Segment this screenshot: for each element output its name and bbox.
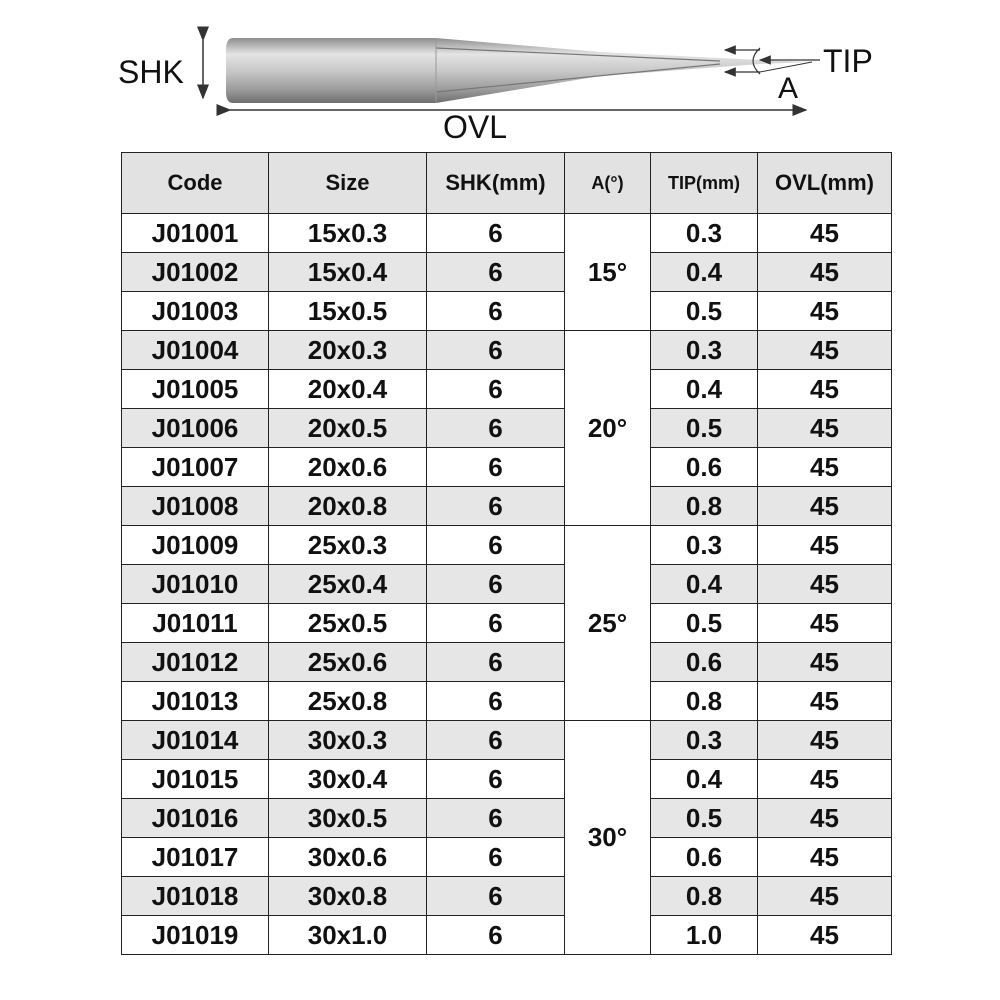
cell-code: J01005 <box>122 370 269 409</box>
cell-ovl: 45 <box>758 253 892 292</box>
cell-code: J01018 <box>122 877 269 916</box>
cell-ovl: 45 <box>758 682 892 721</box>
table-row <box>122 370 892 409</box>
ovl-label: OVL <box>443 109 508 145</box>
cell-tip: 0.6 <box>651 448 758 487</box>
cell-tip: 0.3 <box>651 526 758 565</box>
cell-shk: 6 <box>427 838 565 877</box>
cell-code: J01011 <box>122 604 269 643</box>
cell-shk: 6 <box>427 877 565 916</box>
cell-angle: 15° <box>565 214 651 331</box>
cell-angle: 25° <box>565 526 651 721</box>
cell-tip: 0.3 <box>651 214 758 253</box>
cell-ovl: 45 <box>758 916 892 955</box>
cell-code: J01009 <box>122 526 269 565</box>
tool-bit-image <box>226 38 812 103</box>
cell-code: J01010 <box>122 565 269 604</box>
cell-code: J01012 <box>122 643 269 682</box>
cell-shk: 6 <box>427 487 565 526</box>
table-row <box>122 643 892 682</box>
cell-tip: 0.5 <box>651 292 758 331</box>
cell-size: 30x0.4 <box>269 760 427 799</box>
cell-ovl: 45 <box>758 214 892 253</box>
angle-label: A <box>778 72 799 105</box>
cell-ovl: 45 <box>758 526 892 565</box>
table-row <box>122 448 892 487</box>
cell-size: 15x0.3 <box>269 214 427 253</box>
header-shk: SHK(mm) <box>427 153 565 214</box>
cell-code: J01019 <box>122 916 269 955</box>
cell-ovl: 45 <box>758 565 892 604</box>
table-row <box>122 526 892 565</box>
cell-shk: 6 <box>427 721 565 760</box>
cell-code: J01003 <box>122 292 269 331</box>
table-row <box>122 838 892 877</box>
cell-size: 30x0.5 <box>269 799 427 838</box>
cell-code: J01017 <box>122 838 269 877</box>
header-angle: A(°) <box>565 153 651 214</box>
table-row <box>122 487 892 526</box>
cell-size: 20x0.3 <box>269 331 427 370</box>
cell-size: 25x0.4 <box>269 565 427 604</box>
cell-tip: 0.8 <box>651 682 758 721</box>
cell-shk: 6 <box>427 799 565 838</box>
table-row <box>122 877 892 916</box>
cell-size: 25x0.6 <box>269 643 427 682</box>
cell-angle: 20° <box>565 331 651 526</box>
cell-ovl: 45 <box>758 877 892 916</box>
cell-tip: 0.5 <box>651 799 758 838</box>
cell-size: 20x0.5 <box>269 409 427 448</box>
cell-size: 30x0.3 <box>269 721 427 760</box>
shk-dimension <box>118 40 203 98</box>
cell-ovl: 45 <box>758 799 892 838</box>
cell-size: 20x0.6 <box>269 448 427 487</box>
cell-size: 30x0.8 <box>269 877 427 916</box>
cell-shk: 6 <box>427 409 565 448</box>
cell-tip: 0.6 <box>651 838 758 877</box>
cell-ovl: 45 <box>758 292 892 331</box>
cell-ovl: 45 <box>758 760 892 799</box>
cell-tip: 0.3 <box>651 331 758 370</box>
engraving-bit-diagram <box>0 0 1000 150</box>
cell-shk: 6 <box>427 448 565 487</box>
cell-shk: 6 <box>427 214 565 253</box>
cell-shk: 6 <box>427 331 565 370</box>
cell-shk: 6 <box>427 565 565 604</box>
cell-tip: 0.5 <box>651 604 758 643</box>
cell-shk: 6 <box>427 370 565 409</box>
cell-size: 30x0.6 <box>269 838 427 877</box>
table-row <box>122 799 892 838</box>
header-tip: TIP(mm) <box>651 153 758 214</box>
cell-code: J01015 <box>122 760 269 799</box>
cell-code: J01001 <box>122 214 269 253</box>
tip-label: TIP <box>823 43 873 79</box>
table-row <box>122 682 892 721</box>
cell-ovl: 45 <box>758 721 892 760</box>
cell-tip: 0.6 <box>651 643 758 682</box>
ovl-dimension <box>230 109 806 145</box>
cell-tip: 0.4 <box>651 370 758 409</box>
cell-tip: 0.8 <box>651 487 758 526</box>
cell-shk: 6 <box>427 253 565 292</box>
cell-ovl: 45 <box>758 838 892 877</box>
cell-code: J01004 <box>122 331 269 370</box>
table-body <box>122 214 892 955</box>
cell-code: J01006 <box>122 409 269 448</box>
cell-ovl: 45 <box>758 487 892 526</box>
cell-tip: 1.0 <box>651 916 758 955</box>
cell-size: 25x0.8 <box>269 682 427 721</box>
cell-ovl: 45 <box>758 331 892 370</box>
cell-ovl: 45 <box>758 448 892 487</box>
table-row <box>122 409 892 448</box>
cell-size: 15x0.4 <box>269 253 427 292</box>
cell-tip: 0.4 <box>651 760 758 799</box>
cell-size: 25x0.5 <box>269 604 427 643</box>
cell-tip: 0.8 <box>651 877 758 916</box>
table-row <box>122 214 892 253</box>
cell-shk: 6 <box>427 682 565 721</box>
cell-code: J01016 <box>122 799 269 838</box>
table-row <box>122 604 892 643</box>
tip-angle-annotation <box>725 43 873 105</box>
table-row <box>122 916 892 955</box>
cell-code: J01013 <box>122 682 269 721</box>
cell-size: 25x0.3 <box>269 526 427 565</box>
cell-code: J01014 <box>122 721 269 760</box>
header-size: Size <box>269 153 427 214</box>
cell-angle: 30° <box>565 721 651 955</box>
table-row <box>122 721 892 760</box>
cell-ovl: 45 <box>758 409 892 448</box>
cell-shk: 6 <box>427 526 565 565</box>
table-row <box>122 292 892 331</box>
cell-tip: 0.5 <box>651 409 758 448</box>
cell-shk: 6 <box>427 760 565 799</box>
cell-size: 20x0.4 <box>269 370 427 409</box>
table-row <box>122 253 892 292</box>
header-code: Code <box>122 153 269 214</box>
cell-ovl: 45 <box>758 370 892 409</box>
cell-size: 30x1.0 <box>269 916 427 955</box>
table-row <box>122 760 892 799</box>
cell-size: 20x0.8 <box>269 487 427 526</box>
cell-code: J01007 <box>122 448 269 487</box>
table-header-row <box>122 153 892 214</box>
cell-tip: 0.4 <box>651 565 758 604</box>
shk-label: SHK <box>118 54 184 90</box>
cell-shk: 6 <box>427 604 565 643</box>
header-ovl: OVL(mm) <box>758 153 892 214</box>
cell-shk: 6 <box>427 643 565 682</box>
table-row <box>122 565 892 604</box>
cell-shk: 6 <box>427 916 565 955</box>
table-row <box>122 331 892 370</box>
cell-size: 15x0.5 <box>269 292 427 331</box>
spec-table <box>121 152 892 955</box>
cell-code: J01008 <box>122 487 269 526</box>
cell-shk: 6 <box>427 292 565 331</box>
cell-ovl: 45 <box>758 604 892 643</box>
cell-ovl: 45 <box>758 643 892 682</box>
cell-tip: 0.4 <box>651 253 758 292</box>
cell-code: J01002 <box>122 253 269 292</box>
cell-tip: 0.3 <box>651 721 758 760</box>
